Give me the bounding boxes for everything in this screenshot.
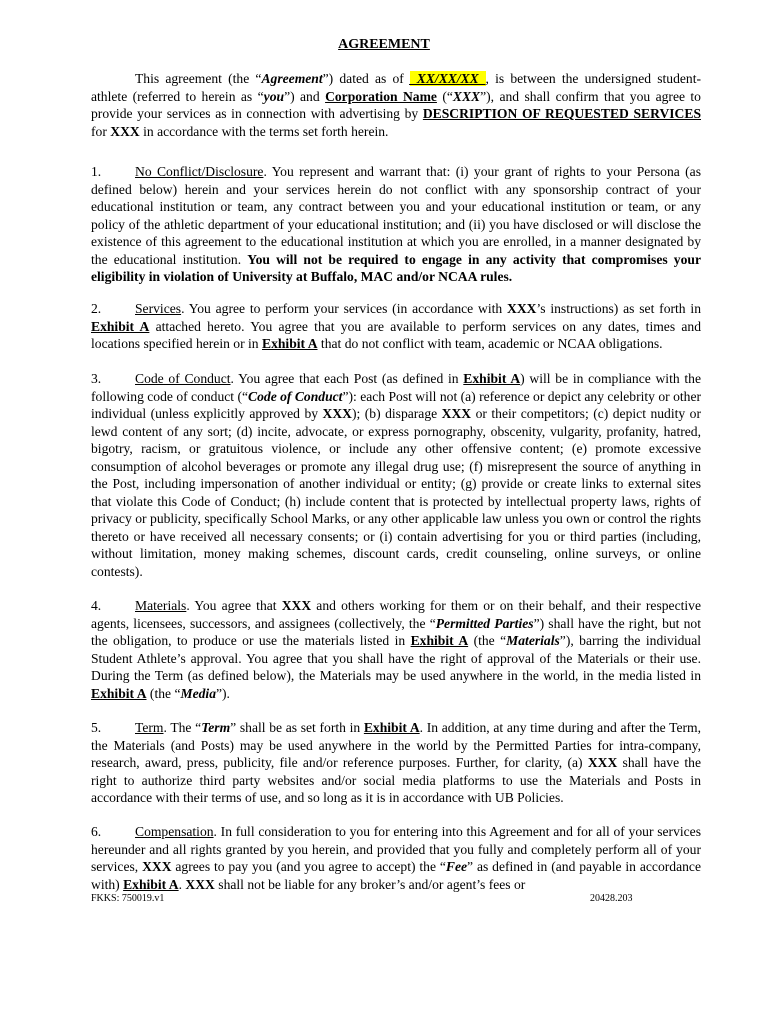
section-number: 6. <box>91 824 102 839</box>
eligibility-notice: You will not be required to engage in any activity that compromises your eligibility in violation of University at Buffalo, MAC and/or NCAA rules. <box>91 251 701 284</box>
section-text: . In addition, at any time during and after the Term, the Materials (and Posts) may be used anywhere in the world by the Permitted Parties for intra-company, research, award, press, publicity, file and/or reference purposes. Further, for clarity, (a) <box>91 720 701 770</box>
section-text: ) will be in compliance with the following code of conduct (“ <box>91 371 701 404</box>
xxx-name: XXX <box>322 406 352 421</box>
exhibit-a-reference: Exhibit A <box>123 876 179 892</box>
section-text: shall not be liable for any broker’s and/or agent’s fees or <box>214 876 526 892</box>
section-number: 5. <box>91 720 102 735</box>
intro-text: in accordance with the terms set forth herein. <box>139 123 389 139</box>
intro-text: ”), and shall confirm that you agree to provide your services as in connection with advertising by <box>91 88 701 121</box>
section-text: . In full consideration to you for entering into this Agreement and for all of your services hereunder and all rights granted by you herein, and provided that you fully and completely perform all of your services, <box>91 824 701 874</box>
section-heading: Services <box>135 301 182 316</box>
term-term: Term <box>201 720 231 735</box>
section-6 <box>91 823 701 893</box>
intro-text: for <box>91 123 111 139</box>
section-4 <box>91 597 701 702</box>
agreement-term: Agreement <box>261 71 323 86</box>
intro-text: , is between the undersigned student-athlete (referred to herein as “ <box>91 71 702 104</box>
section-text: ”): each Post will not (a) reference or depict any celebrity or other individual (unless explicitly approved by <box>91 388 702 421</box>
section-text: (the “ <box>146 685 181 701</box>
intro-text: (“ <box>436 88 453 104</box>
exhibit-a-reference: Exhibit A <box>363 720 420 735</box>
footer-ref-number: 20428.203 <box>590 893 633 904</box>
section-number: 3. <box>91 371 102 386</box>
corporation-name: Corporation Name <box>325 88 437 104</box>
section-text: ’s instructions) as set forth in <box>536 301 701 316</box>
permitted-parties-term: Permitted Parties <box>435 615 534 631</box>
section-heading: Term <box>135 720 164 735</box>
section-2 <box>91 300 701 353</box>
section-3 <box>91 370 701 580</box>
xxx-term: XXX <box>452 88 481 104</box>
section-text: ”) shall have the right, but not the obligation, to produce or use the materials listed in <box>91 615 701 648</box>
intro-text: This agreement (the “ <box>135 71 262 86</box>
section-text: ” shall be as set forth in <box>230 720 364 735</box>
media-term: Media <box>180 685 216 701</box>
section-number: 4. <box>91 598 102 613</box>
xxx-name: XXX <box>185 876 215 892</box>
section-number: 2. <box>91 301 102 316</box>
section-text: ”). <box>216 685 230 701</box>
section-text: . You agree that <box>186 598 282 613</box>
services-description: DESCRIPTION OF REQUESTED SERVICES <box>422 106 701 121</box>
section-5 <box>91 719 701 807</box>
section-text: agrees to pay you (and you agree to accept) the “ <box>171 859 446 874</box>
exhibit-a-reference: Exhibit A <box>262 336 318 351</box>
intro-paragraph <box>91 70 701 140</box>
section-text: ); (b) disparage <box>351 406 442 421</box>
xxx-name: XXX <box>281 598 312 613</box>
section-text: shall have the right to authorize third party websites and/or social media platforms to use the Materials and Posts in accordance with their terms of use, and so long as it is in accordance with UB Policies. <box>91 755 702 805</box>
section-text: or their competitors; (c) depict nudity or lewd content of any sort; (d) incite, advocate, or express pornography, obscenity, vulgarity, profanity, hatred, bigotry, racism, or gratuitous violence, or include any other offensive content; (e) promote excessive consumption of alcohol beverages or promote any illegal drug use; (f) misrepresent the source of anything in the Post, including impersonation of another individual or entity; (g) provide or create links to external sites that violate this Code of Conduct; (h) include content that is protected by intellectual property laws, rights of privacy or publicity, specifically School Marks, or any other applicable law unless you own or control the rights thereto or have received all necessary consents; or (i) contain advertising for you or third parties (including, without limitation, money making schemes, discount cards, credit counseling, online surveys, or online contests). <box>91 406 701 579</box>
xxx-name: XXX <box>507 301 537 316</box>
section-text: . You represent and warrant that: (i) your grant of rights to your Persona (as defined below) herein and your services herein do not conflict with any sponsorship contract of your educational institution or team, any contract between you and your educational institution or team, or any policy of the athletic department of your educational institution; and (ii) you have disclosed or will disclose the existence of this agreement to the educational institution at which you are enrolled, in a manner designated by the educational institution. <box>91 164 701 267</box>
exhibit-a-reference: Exhibit A <box>91 318 150 334</box>
intro-text: ”) dated as of <box>322 71 410 86</box>
materials-term: Materials <box>506 633 560 648</box>
section-1 <box>91 163 701 286</box>
section-text: . <box>178 876 186 892</box>
fee-term: Fee <box>445 859 468 874</box>
section-text: . The “ <box>163 720 202 735</box>
you-term: you <box>263 88 285 104</box>
exhibit-a-reference: Exhibit A <box>91 685 147 701</box>
section-heading: Code of Conduct <box>135 371 231 386</box>
intro-text: ”) and <box>284 88 326 104</box>
xxx-name: XXX <box>142 859 172 874</box>
section-text: . You agree to perform your services (in accordance with <box>181 301 508 316</box>
document-title: AGREEMENT <box>338 37 430 52</box>
section-text: . You agree that each Post (as defined in <box>230 371 464 386</box>
section-text: and others working for them or on their behalf, and their respective agents, licensees, successors, and assignees (collectively, the “ <box>91 598 701 631</box>
section-text: (the “ <box>468 633 507 648</box>
code-of-conduct-term: Code of Conduct <box>248 388 343 404</box>
footer-doc-id: FKKS: 750019.v1 <box>91 893 165 904</box>
section-heading: No Conflict/Disclosure <box>135 164 264 179</box>
section-text: attached hereto. You agree that you are available to perform services on any dates, times and locations specified herein or in <box>91 318 701 351</box>
xxx-name: XXX <box>110 123 140 139</box>
section-heading: Compensation <box>135 824 214 839</box>
section-heading: Materials <box>135 598 187 613</box>
xxx-name: XXX <box>587 755 618 770</box>
exhibit-a-reference: Exhibit A <box>463 371 521 386</box>
exhibit-a-reference: Exhibit A <box>410 633 469 648</box>
date-placeholder: _XX/XX/XX_ <box>409 71 486 86</box>
section-text: that do not conflict with team, academic or NCAA obligations. <box>317 336 663 351</box>
xxx-name: XXX <box>441 406 472 421</box>
section-text: ” as defined in (and payable in accordance with) <box>91 859 701 892</box>
section-number: 1. <box>91 164 102 179</box>
section-text: ”), barring the individual Student Athlete’s approval. You agree that you shall have the right of approval of the Materials or their use. During the Term (as defined below), the Materials may be used anywhere in the world, in the media listed in <box>91 633 702 683</box>
